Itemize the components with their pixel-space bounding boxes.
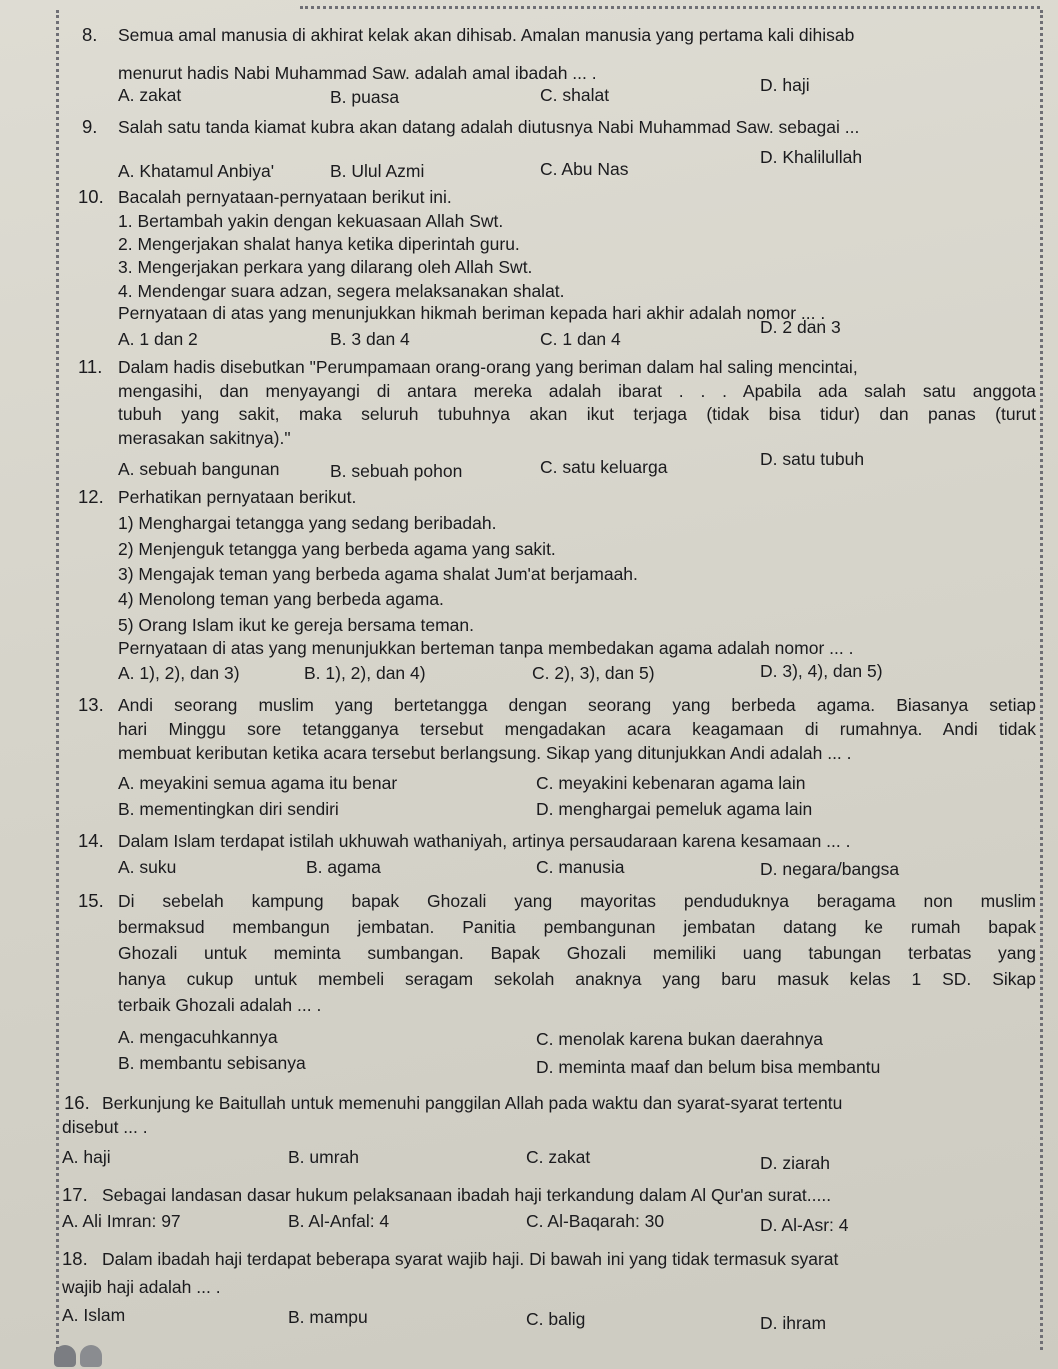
question-text: menurut hadis Nabi Muhammad Saw. adalah amal ibadah ... . <box>118 63 597 83</box>
option-d[interactable]: D. ziarah <box>760 1153 831 1173</box>
option-b[interactable]: B. 3 dan 4 <box>330 329 410 349</box>
statement-item: 4. Mendengar suara adzan, segera melaksanakan shalat. <box>118 281 565 301</box>
question-number: 11. <box>78 356 103 377</box>
statement-item: 2) Menjenguk tetangga yang berbeda agama yang sakit. <box>118 539 556 559</box>
option-b[interactable]: B. membantu sebisanya <box>118 1053 306 1073</box>
option-b[interactable]: B. 1), 2), dan 4) <box>304 663 426 683</box>
option-a[interactable]: A. 1 dan 2 <box>118 329 198 349</box>
option-d[interactable]: D. satu tubuh <box>760 449 865 469</box>
option-d[interactable]: D. 2 dan 3 <box>760 317 841 337</box>
question-text: Andi seorang muslim yang bertetangga dengan seorang yang berbeda agama. Biasanya setiap <box>118 695 1036 715</box>
question-text: membuat keributan ketika acara tersebut berlangsung. Sikap yang ditunjukkan Andi adalah ... . <box>118 743 852 763</box>
statement-item: 2. Mengerjakan shalat hanya ketika diperintah guru. <box>118 234 520 254</box>
question-text: Dalam hadis disebutkan "Perumpamaan orang-orang yang beriman dalam hal saling mencintai, <box>118 357 858 377</box>
option-c[interactable]: C. menolak karena bukan daerahnya <box>536 1029 823 1049</box>
option-d[interactable]: D. Khalilullah <box>760 147 863 167</box>
question-number: 14. <box>78 830 104 851</box>
statement-item: 5) Orang Islam ikut ke gereja bersama teman. <box>118 615 474 635</box>
option-d[interactable]: D. ihram <box>760 1313 827 1333</box>
question-text: Salah satu tanda kiamat kubra akan datang adalah diutusnya Nabi Muhammad Saw. sebagai ... <box>118 117 860 137</box>
option-d[interactable]: D. Al-Asr: 4 <box>760 1215 849 1235</box>
option-c[interactable]: C. Abu Nas <box>540 159 629 179</box>
option-b[interactable]: B. agama <box>306 857 381 877</box>
question-text: merasakan sakitnya)." <box>118 428 291 448</box>
question-number: 17. <box>62 1184 88 1205</box>
option-a[interactable]: A. mengacuhkannya <box>118 1027 278 1047</box>
statement-item: 1. Bertambah yakin dengan kekuasaan Allah Swt. <box>118 211 504 231</box>
question-number: 18. <box>62 1248 88 1269</box>
question-text: Semua amal manusia di akhirat kelak akan dihisab. Amalan manusia yang pertama kali dihisab <box>118 25 855 45</box>
option-b[interactable]: B. Ulul Azmi <box>330 161 425 181</box>
option-b[interactable]: B. umrah <box>288 1147 359 1167</box>
question-text: mengasihi, dan menyayangi di antara mereka adalah ibarat . . . Apabila ada salah satu anggota <box>118 381 1036 401</box>
option-b[interactable]: B. puasa <box>330 87 400 107</box>
question-text: hanya cukup untuk membeli seragam sekolah anaknya yang baru masuk kelas 1 SD. Sikap <box>118 969 1036 989</box>
option-d[interactable]: D. menghargai pemeluk agama lain <box>536 799 813 819</box>
question-number: 13. <box>78 694 104 715</box>
question-text: tubuh yang sakit, maka seluruh tubuhnya akan ikut terjaga (tidak bisa tidur) dan panas (turut <box>118 404 1036 424</box>
option-a[interactable]: A. sebuah bangunan <box>118 459 280 479</box>
question-text: Dalam ibadah haji terdapat beberapa syarat wajib haji. Di bawah ini yang tidak termasuk syarat <box>102 1249 839 1269</box>
question-text: hari Minggu sore tetangganya tersebut mengadakan acara keagamaan di rumahnya. Andi tidak <box>118 719 1036 739</box>
decorative-face-icon <box>54 1345 76 1367</box>
question-text: disebut ... . <box>62 1117 148 1137</box>
option-c[interactable]: C. manusia <box>536 857 625 877</box>
option-c[interactable]: C. shalat <box>540 85 610 105</box>
question-text: Bacalah pernyataan-pernyataan berikut ini. <box>118 187 452 207</box>
option-d[interactable]: D. haji <box>760 75 810 95</box>
option-d[interactable]: D. 3), 4), dan 5) <box>760 661 883 681</box>
option-c[interactable]: C. 1 dan 4 <box>540 329 621 349</box>
question-number: 15. <box>78 890 104 911</box>
option-a[interactable]: A. suku <box>118 857 177 877</box>
question-text: Di sebelah kampung bapak Ghozali yang mayoritas penduduknya beragama non muslim <box>118 891 1036 911</box>
option-c[interactable]: C. 2), 3), dan 5) <box>532 663 655 683</box>
option-a[interactable]: A. Ali Imran: 97 <box>62 1211 181 1231</box>
question-number: 12. <box>78 486 104 507</box>
option-c[interactable]: C. balig <box>526 1309 586 1329</box>
option-a[interactable]: A. Khatamul Anbiya' <box>118 161 275 181</box>
question-text: Ghozali untuk meminta sumbangan. Bapak Ghozali memiliki uang tabungan terbatas yang <box>118 943 1036 963</box>
dotted-border-top <box>300 6 1040 9</box>
option-d[interactable]: D. meminta maaf dan belum bisa membantu <box>536 1057 881 1077</box>
question-text: terbaik Ghozali adalah ... . <box>118 995 322 1015</box>
question-text: Perhatikan pernyataan berikut. <box>118 487 357 507</box>
option-a[interactable]: A. meyakini semua agama itu benar <box>118 773 398 793</box>
statement-item: 4) Menolong teman yang berbeda agama. <box>118 589 444 609</box>
option-a[interactable]: A. 1), 2), dan 3) <box>118 663 240 683</box>
question-text: Berkunjung ke Baitullah untuk memenuhi panggilan Allah pada waktu dan syarat-syarat tertentu <box>102 1093 843 1113</box>
option-c[interactable]: C. zakat <box>526 1147 591 1167</box>
question-number: 10. <box>78 186 104 207</box>
option-c[interactable]: C. meyakini kebenaran agama lain <box>536 773 806 793</box>
option-a[interactable]: A. Islam <box>62 1305 126 1325</box>
dotted-border-left <box>56 10 59 1350</box>
question-number: 9. <box>82 116 98 137</box>
question-text: wajib haji adalah ... . <box>62 1277 221 1297</box>
option-d[interactable]: D. negara/bangsa <box>760 859 900 879</box>
option-c[interactable]: C. Al-Baqarah: 30 <box>526 1211 665 1231</box>
option-b[interactable]: B. sebuah pohon <box>330 461 463 481</box>
question-text: Dalam Islam terdapat istilah ukhuwah wathaniyah, artinya persaudaraan karena kesamaan ... . <box>118 831 851 851</box>
question-text: bermaksud membangun jembatan. Panitia pembangunan jembatan datang ke rumah bapak <box>118 917 1036 937</box>
option-a[interactable]: A. zakat <box>118 85 182 105</box>
statement-item: 3) Mengajak teman yang berbeda agama shalat Jum'at berjamaah. <box>118 564 638 584</box>
question-stem: Pernyataan di atas yang menunjukkan hikmah beriman kepada hari akhir adalah nomor ... . <box>118 303 826 323</box>
option-b[interactable]: B. mementingkan diri sendiri <box>118 799 339 819</box>
statement-item: 1) Menghargai tetangga yang sedang beribadah. <box>118 513 497 533</box>
question-number: 16. <box>64 1092 90 1113</box>
option-a[interactable]: A. haji <box>62 1147 111 1167</box>
option-b[interactable]: B. mampu <box>288 1307 368 1327</box>
option-c[interactable]: C. satu keluarga <box>540 457 668 477</box>
question-number: 8. <box>82 24 98 45</box>
statement-item: 3. Mengerjakan perkara yang dilarang oleh Allah Swt. <box>118 257 533 277</box>
option-b[interactable]: B. Al-Anfal: 4 <box>288 1211 390 1231</box>
dotted-border-right <box>1040 10 1043 1350</box>
question-stem: Pernyataan di atas yang menunjukkan berteman tanpa membedakan agama adalah nomor ... . <box>118 638 854 658</box>
question-text: Sebagai landasan dasar hukum pelaksanaan ibadah haji terkandung dalam Al Qur'an surat..... <box>102 1185 832 1205</box>
decorative-face-icon <box>80 1345 102 1367</box>
